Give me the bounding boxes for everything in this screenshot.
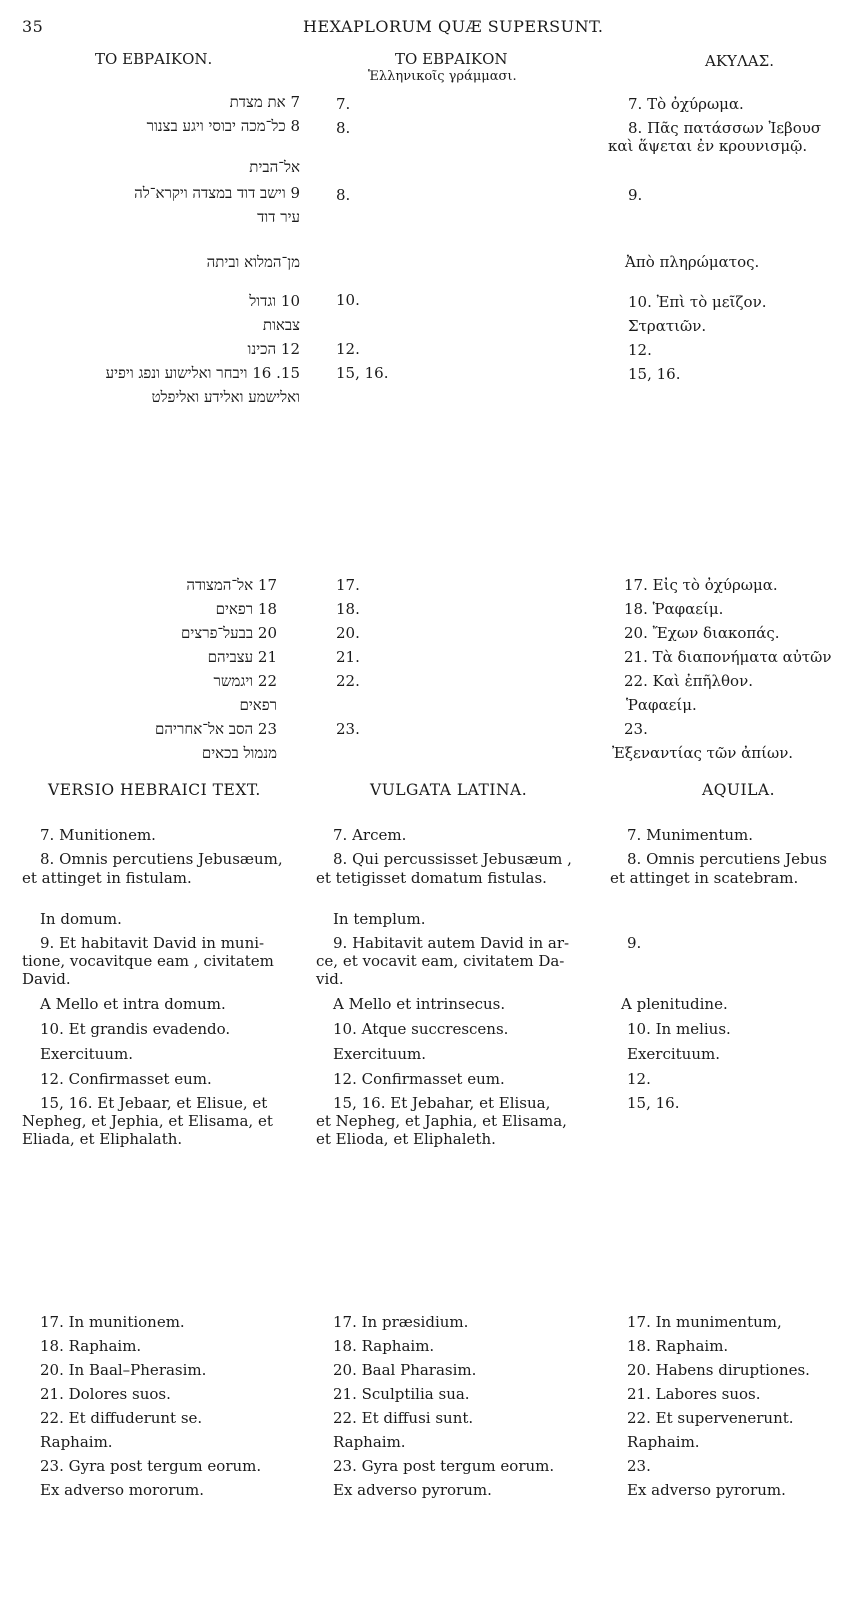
vulgata-line: 10. Atque succrescens. — [333, 1020, 509, 1038]
translit-verse: 8. — [336, 186, 351, 204]
aquila-latin-line: Exercituum. — [627, 1045, 720, 1063]
translit-verse: 23. — [336, 720, 360, 738]
aquila-latin-line: 12. — [627, 1070, 651, 1088]
versio-line: David. — [22, 970, 71, 988]
translit-verse: 7. — [336, 95, 351, 113]
versio-line: 9. Et habitavit David in muni- — [40, 934, 265, 952]
hebrew-line: עיר דוד — [257, 208, 300, 226]
aquila-greek-line: 22. Καὶ ἐπῆλθον. — [624, 672, 753, 690]
col-header-hebrew: ΤΟ ΕΒΡΑΙΚΟΝ. — [95, 50, 213, 68]
vulgata-line: vid. — [316, 970, 344, 988]
vulgata-line: 8. Qui percussisset Jebusæum , — [333, 850, 572, 868]
versio-line: Exercituum. — [40, 1045, 133, 1063]
aquila-latin-line: 22. Et supervenerunt. — [627, 1409, 794, 1427]
vulgata-line: Exercituum. — [333, 1045, 426, 1063]
versio-line: 18. Raphaim. — [40, 1337, 142, 1355]
aquila-latin-line: 10. In melius. — [627, 1020, 731, 1038]
hebrew-line: 10 וגדול — [249, 292, 300, 310]
aquila-latin-line: et attinget in scatebram. — [610, 869, 799, 887]
aquila-latin-line: 15, 16. — [627, 1094, 680, 1112]
versio-line: 23. Gyra post tergum eorum. — [40, 1457, 262, 1475]
versio-line: In domum. — [40, 910, 122, 928]
aquila-latin-line: 18. Raphaim. — [627, 1337, 729, 1355]
aquila-greek-line: 10. Ἐπὶ τὸ μεῖζον. — [628, 293, 767, 311]
hebrew-line: 17 אל־המצודה — [186, 576, 277, 594]
vulgata-line: ce, et vocavit eam, civitatem Da- — [316, 952, 565, 970]
hebrew-line: מנמול בכאים — [201, 744, 277, 762]
running-title: HEXAPLORUM QUÆ SUPERSUNT. — [303, 17, 604, 36]
vulgata-line: A Mello et intrinsecus. — [333, 995, 506, 1013]
versio-line: 15, 16. Et Jebaar, et Elisue, et — [40, 1094, 268, 1112]
translit-verse: 20. — [336, 624, 360, 642]
aquila-greek-line: Ἀπὸ πληρώματος. — [625, 253, 760, 271]
translit-verse: 12. — [336, 340, 360, 358]
translit-verse: 22. — [336, 672, 360, 690]
hebrew-line: אל־הבית — [249, 158, 300, 176]
hebrew-line: 22 ויגמשר — [213, 672, 277, 690]
hebrew-line: 9 וישב דוד במצדה ויקרא־לה — [134, 184, 300, 202]
vulgata-line: 23. Gyra post tergum eorum. — [333, 1457, 555, 1475]
versio-line: Nepheg, et Jephia, et Elisama, et — [22, 1112, 273, 1130]
hebrew-line: מן־המלוא וביתה — [206, 253, 300, 271]
hebrew-line: 15. 16 ויבחר ואלישוע ונפג ויפיע — [105, 364, 300, 382]
vulgata-line: In templum. — [333, 910, 426, 928]
col-header-aquila: ΑΚΥΛΑΣ. — [705, 52, 774, 70]
translit-verse: 15, 16. — [336, 364, 389, 382]
col-header-greek-letters-sub: Ἑλληνικοῖς γράμμασι. — [368, 69, 517, 84]
aquila-latin-line: Ex adverso pyrorum. — [627, 1481, 786, 1499]
translit-verse: 17. — [336, 576, 360, 594]
hebrew-line: 12 הכינו — [247, 340, 300, 358]
vulgata-line: Raphaim. — [333, 1433, 406, 1451]
versio-line: 17. In munitionem. — [40, 1313, 185, 1331]
aquila-greek-line: 15, 16. — [628, 365, 681, 383]
aquila-latin-line: 20. Habens diruptiones. — [627, 1361, 810, 1379]
aquila-latin-line: 23. — [627, 1457, 651, 1475]
versio-line: tione, vocavitque eam , civitatem — [22, 952, 274, 970]
aquila-latin-line: 21. Labores suos. — [627, 1385, 761, 1403]
vulgata-line: 15, 16. Et Jebahar, et Elisua, — [333, 1094, 551, 1112]
translit-verse: 18. — [336, 600, 360, 618]
vulgata-line: et Elioda, et Eliphaleth. — [316, 1130, 496, 1148]
translit-verse: 8. — [336, 119, 351, 137]
versio-line: 22. Et diffuderunt se. — [40, 1409, 203, 1427]
versio-line: 8. Omnis percutiens Jebusæum, — [40, 850, 283, 868]
aquila-greek-line: 23. — [624, 720, 648, 738]
versio-line: A Mello et intra domum. — [40, 995, 226, 1013]
hebrew-line: 7 את מצדת — [229, 93, 300, 111]
hebrew-line: 8 כל־מכה יבוסי ויגע בצנור — [146, 117, 300, 135]
vulgata-line: 9. Habitavit autem David in ar- — [333, 934, 570, 952]
aquila-latin-line: A plenitudine. — [621, 995, 728, 1013]
aquila-greek-line: 17. Εἰς τὸ ὀχύρωμα. — [624, 576, 778, 594]
aquila-greek-line: 12. — [628, 341, 652, 359]
aquila-latin-line: 8. Omnis percutiens Jebus — [627, 850, 827, 868]
versio-line: 12. Confirmasset eum. — [40, 1070, 212, 1088]
vulgata-line: 7. Arcem. — [333, 826, 407, 844]
aquila-greek-line: 18. Ῥαφαείμ. — [624, 600, 724, 618]
aquila-greek-line: 8. Πᾶς πατάσσων Ἰεβουσ — [628, 119, 822, 137]
latin-header-vulgata: VULGATA LATINA. — [370, 781, 528, 799]
aquila-greek-line: Στρατιῶν. — [628, 317, 707, 335]
aquila-latin-line: 7. Munimentum. — [627, 826, 753, 844]
vulgata-line: 18. Raphaim. — [333, 1337, 435, 1355]
vulgata-line: 17. In præsidium. — [333, 1313, 469, 1331]
vulgata-line: Ex adverso pyrorum. — [333, 1481, 492, 1499]
hebrew-line: 20 בבעל־פרצים — [181, 624, 277, 642]
vulgata-line: 21. Sculptilia sua. — [333, 1385, 470, 1403]
hebrew-line: 23 הסב אל־אחריהם — [155, 720, 277, 738]
versio-line: Ex adverso mororum. — [40, 1481, 205, 1499]
hebrew-line: 18 רפאים — [215, 600, 277, 618]
aquila-latin-line: 17. In munimentum, — [627, 1313, 782, 1331]
versio-line: Eliada, et Eliphalath. — [22, 1130, 183, 1148]
aquila-greek-line: 7. Τὸ ὀχύρωμα. — [628, 95, 744, 113]
vulgata-line: et Nepheg, et Japhia, et Elisama, — [316, 1112, 567, 1130]
aquila-greek-line: καὶ ἅψεται ἐν κρουνισμῷ. — [608, 137, 808, 155]
vulgata-line: 20. Baal Pharasim. — [333, 1361, 477, 1379]
versio-line: 20. In Baal–Pherasim. — [40, 1361, 207, 1379]
hebrew-line: רפאים — [239, 696, 277, 714]
translit-verse: 10. — [336, 291, 360, 309]
vulgata-line: 22. Et diffusi sunt. — [333, 1409, 474, 1427]
page-number: 35 — [22, 17, 44, 36]
latin-header-versio: VERSIO HEBRAICI TEXT. — [48, 781, 261, 799]
hebrew-line: ואלישמע ואלידע ואליפלט — [151, 388, 300, 406]
aquila-greek-line: 21. Τὰ διαπονήματα αὐτῶν — [624, 648, 832, 666]
hebrew-line: צבאות — [262, 316, 300, 334]
vulgata-line: et tetigisset domatum fistulas. — [316, 869, 547, 887]
col-header-greek-letters: ΤΟ ΕΒΡΑΙΚΟΝ — [395, 50, 508, 68]
versio-line: 7. Munitionem. — [40, 826, 156, 844]
translit-verse: 21. — [336, 648, 360, 666]
latin-header-aquila: AQUILA. — [702, 781, 776, 799]
vulgata-line: 12. Confirmasset eum. — [333, 1070, 505, 1088]
aquila-latin-line: 9. — [627, 934, 642, 952]
hebrew-line: 21 עצביהם — [207, 648, 277, 666]
aquila-greek-line: 20. Ἔχων διακοπάς. — [624, 624, 780, 642]
aquila-latin-line: Raphaim. — [627, 1433, 700, 1451]
aquila-greek-line: Ἐξεναντίας τῶν ἀπίων. — [612, 744, 794, 762]
aquila-greek-line: Ῥαφαείμ. — [626, 696, 697, 714]
versio-line: Raphaim. — [40, 1433, 113, 1451]
versio-line: 21. Dolores suos. — [40, 1385, 171, 1403]
versio-line: et attinget in fistulam. — [22, 869, 192, 887]
aquila-greek-line: 9. — [628, 186, 643, 204]
versio-line: 10. Et grandis evadendo. — [40, 1020, 231, 1038]
